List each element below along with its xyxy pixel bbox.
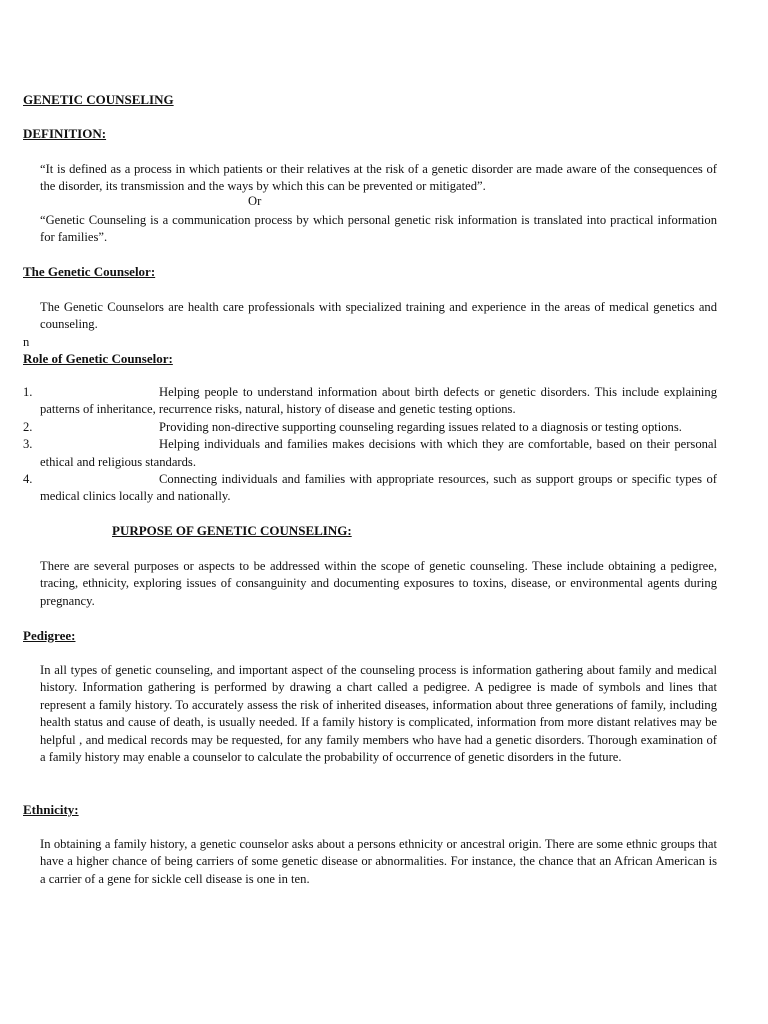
- stray-character: n: [23, 335, 30, 349]
- ethnicity-heading: Ethnicity:: [23, 802, 79, 817]
- definition-paragraph-2: “Genetic Counseling is a communication process by which personal genetic risk information is translated into practical information for families”.: [40, 213, 717, 245]
- role-item-text: Helping people to understand information about birth defects or genetic disorders. This include explaining patterns of inheritance, recurrence risks, natural, history of disease and genetic testing options.: [40, 385, 717, 417]
- counselor-paragraph: The Genetic Counselors are health care professionals with specialized training and experience in the areas of medical genetics and counseling.: [40, 300, 717, 332]
- role-item-3: [23, 436, 717, 471]
- ethnicity-paragraph: In obtaining a family history, a genetic counselor asks about a persons ethnicity or ancestral origin. There are some ethnic groups that have a higher chance of being carriers of some genetic disease or abnormalities. For instance, the chance that an African American is a carrier of a gene for sickle cell disease is one in ten.: [40, 837, 717, 886]
- role-item-number: 2.: [23, 419, 33, 434]
- or-separator: Or: [248, 194, 262, 208]
- pedigree-heading: Pedigree:: [23, 628, 76, 643]
- role-list: [23, 384, 717, 506]
- document-title: GENETIC COUNSELING: [23, 92, 174, 107]
- counselor-heading: The Genetic Counselor:: [23, 264, 156, 279]
- role-item-text: Connecting individuals and families with appropriate resources, such as support groups or specific types of medical clinics locally and nationally.: [40, 472, 717, 504]
- role-item-4: [23, 471, 717, 506]
- pedigree-paragraph: In all types of genetic counseling, and important aspect of the counseling process is information gathering about family and medical history. Information gathering is performed by drawing a chart called a pedigree. A pedigree is made of symbols and lines that represent a family history. To accurately assess the risk of inherited diseases, information about three generations of family, including health status and cause of death, is usually needed. If a family history is complicated, information from more distant relatives may be helpful , and medical records may be requested, for any family members who have had a genetic disorders. Thorough examination of a family history may enable a counselor to calculate the probability of occurrence of genetic disorders in the future.: [40, 663, 717, 765]
- role-heading: Role of Genetic Counselor:: [23, 351, 173, 366]
- definition-paragraph-1: “It is defined as a process in which patients or their relatives at the risk of a genetic disorder are made aware of the consequences of the disorder, its transmission and the ways by which this can be prevented or mitigated”.: [40, 162, 717, 194]
- definition-heading: DEFINITION:: [23, 126, 107, 141]
- role-item-text: Providing non-directive supporting counseling regarding issues related to a diagnosis or testing options.: [159, 419, 682, 434]
- role-item-text: Helping individuals and families makes decisions with which they are comfortable, based on their personal ethical and religious standards.: [40, 437, 717, 469]
- role-item-1: [23, 384, 717, 419]
- purpose-heading: PURPOSE OF GENETIC COUNSELING:: [112, 523, 352, 538]
- role-item-number: 3.: [23, 437, 33, 452]
- role-item-number: 4.: [23, 472, 33, 487]
- role-item-number: 1.: [23, 385, 33, 399]
- purpose-paragraph: There are several purposes or aspects to be addressed within the scope of genetic counseling. These include obtaining a pedigree, tracing, ethnicity, exploring issues of consanguinity and documenting exposures to toxins, disease, or environmental agents during pregnancy.: [40, 559, 717, 608]
- role-item-2: [23, 419, 717, 436]
